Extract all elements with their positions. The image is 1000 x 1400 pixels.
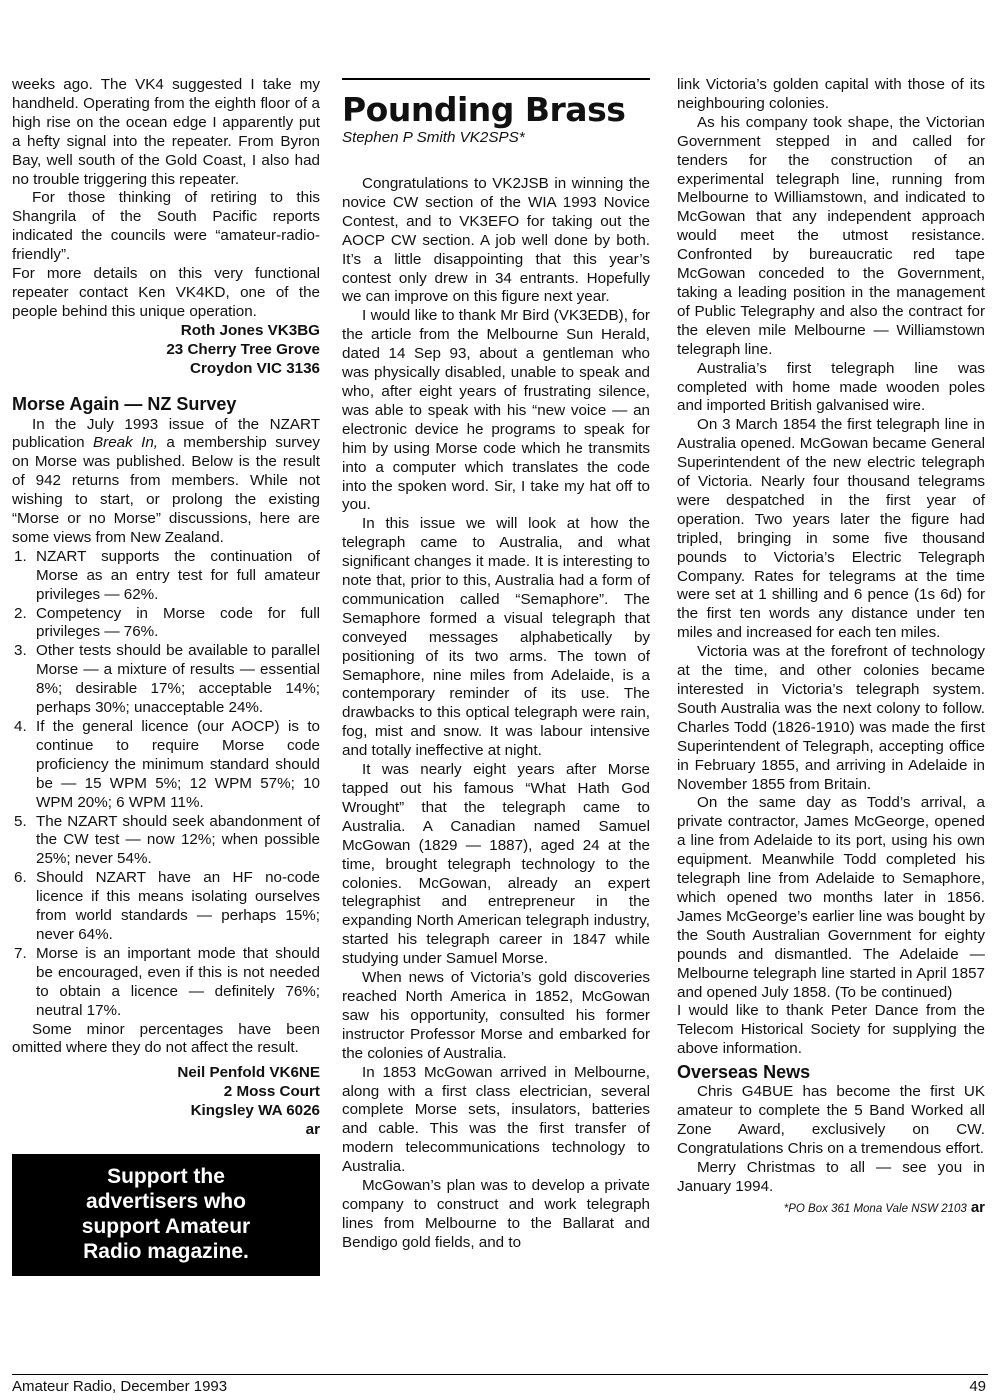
signature-line: 2 Moss Court (223, 1083, 320, 1101)
ad-line: Radio magazine. (83, 1239, 249, 1263)
column-3 (677, 76, 985, 1218)
article-paragraph: In 1853 McGowan arrived in Melbourne, along with a first class electrician, several complete Morse sets, insulators, batteries and cable. This was the first transfer of modern telecommunications technology to Australia. (342, 1063, 650, 1176)
list-item: 3. Other tests should be available to parallel Morse — a mixture of results — essential 8%; desirable 17%; acceptable 14%; perhaps 30%; unacceptable 24%. (14, 642, 320, 717)
footer-publication: Amateur Radio, December 1993 (12, 1378, 228, 1395)
page-number: 49 (969, 1378, 986, 1395)
list-item: 1. NZART supports the continuation of Morse as an entry test for full amateur privileges — 62%. (14, 547, 320, 603)
overseas-paragraph: Merry Christmas to all — see you in January 1994. (677, 1158, 985, 1195)
article-paragraph: As his company took shape, the Victorian Government stepped in and called for tenders for the construction of an experimental telegraph line, running from Melbourne to Williamstown, and indicated to McGowan that any independent approach would meet the utmost resistance. Confronted by bureaucratic red tape McGowan conceded to the Government, taking a leading position in the management of Public Telegraphy and also the contract for the eleven mile Melbourne — Williamstown telegraph line. (677, 113, 985, 358)
list-item: 4. If the general licence (our AOCP) is to continue to require Morse code proficiency the minimum standard should be — 15 WPM 5%; 12 WPM 57%; 10 WPM 20%; 6 WPM 11%. (14, 718, 320, 811)
column-1 (12, 76, 320, 1276)
signature-line: Roth Jones VK3BG (180, 321, 320, 339)
article-paragraph: Australia’s first telegraph line was completed with home made wooden poles and imported British galvanised wire. (677, 359, 985, 415)
repeater-contact-paragraph: For more details on this very functional repeater contact Ken VK4KD, one of the people behind this unique operation. (12, 265, 320, 320)
signature-line: Croydon VIC 3136 (190, 359, 320, 377)
acknowledgement-paragraph: I would like to thank Peter Dance from the Telecom Historical Society for supplying the above information. (677, 1002, 985, 1058)
ad-line: support Amateur (81, 1214, 251, 1238)
article-paragraph: McGowan’s plan was to develop a private company to construct and work telegraph lines from Melbourne to the Ballarat and Bendigo gold fields, and to (342, 1177, 650, 1251)
signature-line: Neil Penfold VK6NE (177, 1064, 320, 1082)
signature-line: Kingsley WA 6026 (190, 1102, 320, 1120)
article-paragraph: Victoria was at the forefront of technology at the time, and other colonies became interested in Victoria’s telegraph system. South Australia was the next colony to follow. Charles Todd (1826-1910) was made the first Superintendent of Telegraph, accepting office in February 1855, and arriving in Adelaide in November 1855 from Britain. (677, 643, 985, 793)
section-heading-overseas-news: Overseas News (677, 1062, 811, 1083)
end-mark: ar (970, 1198, 985, 1216)
intro-paragraph: weeks ago. The VK4 suggested I take my handheld. Operating from the eighth floor of a high rise on the ocean edge I apparently put a hefty signal into the repeater. From Byron Bay, well south of the Gold Coast, I also had no trouble triggering this repeater. (12, 76, 320, 188)
list-item: 6. Should NZART have an HF no-code licence if this means isolating ourselves from world standards — perhaps 15%; never 64%. (14, 869, 320, 943)
column-2 (342, 78, 650, 1253)
ad-line: Support the (107, 1164, 225, 1188)
survey-intro-paragraph: In the July 1993 issue of the NZART publication Break In, a membership survey on Morse was published. Below is the result of 942 returns from members. While not wishing to start, or prolong the existing “Morse or no Morse” discussions, here are some views from New Zealand. (12, 415, 320, 546)
publication-name: Break In, (93, 434, 159, 452)
list-item: 2. Competency in Morse code for full privileges — 76%. (14, 604, 320, 641)
article-paragraph: When news of Victoria’s gold discoveries reached North America in 1852, McGowan saw his opportunity, consulted his former instructor Professor Morse and embarked for the colonies of Australia. (342, 969, 650, 1062)
list-item: 7. Morse is an important mode that should be encouraged, even if this is not needed to obtain a licence — definitely 76%; neutral 17%. (14, 944, 320, 1019)
article-paragraph: I would like to thank Mr Bird (VK3EDB), for the article from the Melbourne Sun Herald, dated 14 Sep 93, about a gentleman who was physically disabled, unable to speak and who, after eight years of frustrating silence, was able to speak with his “new voice — an electronic device he programs to speak for him by using Morse code which he transmits into a computer which translates the code into the spoken word. Sir, I take my hat off to you. (342, 307, 650, 514)
article-byline: Stephen P Smith VK2SPS* (342, 129, 525, 146)
retiring-paragraph: For those thinking of retiring to this Shangrila of the South Pacific reports indicated the councils were “amateur-radio-friendly”. (12, 189, 320, 264)
ad-line: advertisers who (86, 1189, 246, 1213)
footer-rule (12, 1374, 988, 1375)
article-title: Pounding Brass (342, 90, 626, 129)
list-item: 5. The NZART should seek abandonment of the CW test — now 12%; when possible 25%; never 54%. (14, 812, 320, 868)
title-rule (342, 78, 650, 80)
signature-line: 23 Cherry Tree Grove (166, 340, 320, 358)
author-footnote: *PO Box 361 Mona Vale NSW 2103 ar (783, 1198, 985, 1216)
survey-results-list (12, 548, 320, 1021)
end-mark: ar (305, 1121, 320, 1139)
closing-paragraph: Some minor percentages have been omitted where they do not affect the result. (12, 1020, 320, 1057)
article-paragraph: It was nearly eight years after Morse tapped out his famous “What Hath God Wrought” that the telegraph came to Australia. A Canadian named Samuel McGowan (1829 — 1887), aged 24 at the time, brought telegraph technology to the colonies. McGowan, already an expert telegraphist and entrepreneur in the expanding North American telegraph industry, started his telegraph career in 1847 while studying under Samuel Morse. (342, 761, 650, 968)
advertiser-support-box (12, 1154, 320, 1276)
overseas-paragraph: Chris G4BUE has become the first UK amateur to complete the 5 Band Worked all Zone Award, exclusively on CW. Congratulations Chris on a tremendous effort. (677, 1083, 985, 1157)
article-paragraph: On the same day as Todd’s arrival, a private contractor, James McGeorge, opened a line from Adelaide to its port, using his own equipment. Meanwhile Todd completed his telegraph line from Adelaide to Semaphore, which opened two months later in 1856. James McGeorge’s earlier line was bought by the South Australian Government for eighty pounds and dismantled. The Adelaide — Melbourne telegraph line started in April 1857 and opened July 1858. (To be continued) (677, 794, 985, 1001)
article-paragraph: On 3 March 1854 the first telegraph line in Australia opened. McGowan became General Superintendent of the new electric telegraph of Victoria. Nearly four thousand telegrams were despatched in the first year of operation. Two years later the figure had tripled, bringing in some five thousand pounds to Victoria’s Electric Telegraph Company. Rates for telegrams at the time were set at 1 shilling and 6 pence (1s 6d) for the first ten words any distance under ten miles and increased for each ten miles. (677, 416, 985, 642)
section-heading-morse-again: Morse Again — NZ Survey (12, 393, 237, 414)
article-paragraph: In this issue we will look at how the telegraph came to Australia, and what significant changes it made. It is interesting to note that, prior to this, Australia had a form of communication called “Semaphore”. The Semaphore formed a visual telegraph that conveyed messages alphabetically by positioning of its two arms. The town of Semaphore, nine miles from Adelaide, is a contemporary reminder of its use. The drawbacks to this optical telegraph were rain, fog, mist and snow. It was labour intensive and totally ineffective at night. (342, 515, 650, 760)
signature-roth-jones (12, 322, 320, 379)
signature-neil-penfold (12, 1064, 320, 1140)
article-paragraph: link Victoria’s golden capital with those of its neighbouring colonies. (677, 76, 985, 112)
article-paragraph: Congratulations to VK2JSB in winning the novice CW section of the WIA 1993 Novice Contest, and to VK3EFO for taking out the AOCP CW section. A job well done by both. It’s a little disappointing that this year’s contest only drew in 34 entrants. Hopefully we can improve on this figure next year. (342, 175, 650, 306)
